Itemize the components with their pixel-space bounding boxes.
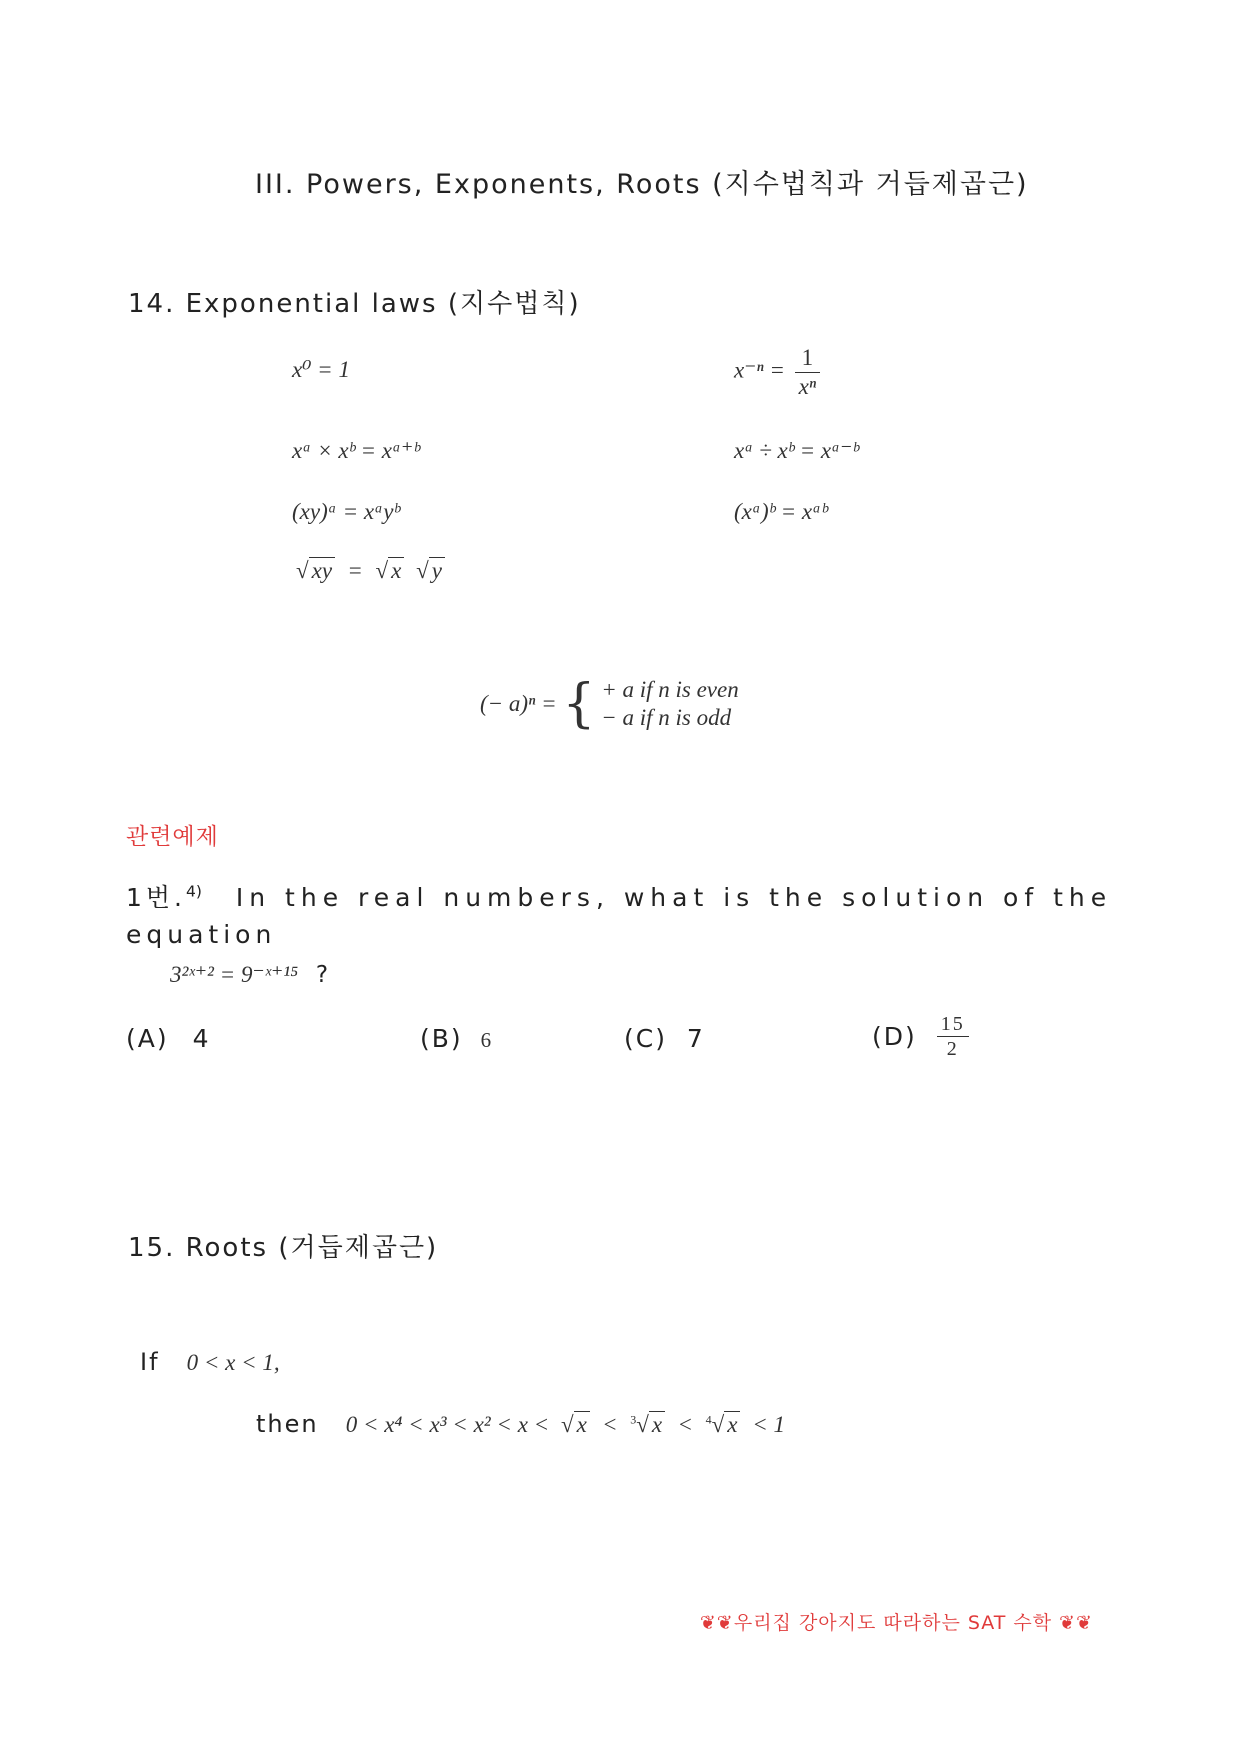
- square-root-x: √ x: [561, 1412, 590, 1438]
- choice-value: 4: [192, 1024, 211, 1053]
- footer-slogan: ❦❦우리집 강아지도 따라하는 SAT 수학 ❦❦: [700, 1612, 1094, 1634]
- root-inequality-chain: [346, 1412, 785, 1437]
- left-brace: {: [562, 674, 596, 734]
- negative-base-lhs: (− a)ⁿ =: [480, 691, 557, 716]
- page-title: III. Powers, Exponents, Roots (지수법칙과 거듭제곱근): [255, 169, 1029, 200]
- radical-x: √ x: [376, 558, 405, 584]
- question-mark: ?: [315, 962, 331, 988]
- chain-end: < 1: [752, 1412, 785, 1437]
- radical-y: √ y: [416, 558, 445, 584]
- roots-if-line: [140, 1348, 280, 1376]
- case-even: + a if n is even: [601, 677, 739, 702]
- choice-label: (A): [126, 1024, 169, 1053]
- if-word: If: [140, 1348, 160, 1376]
- choice-d[interactable]: [872, 1012, 973, 1061]
- question-line-2: equation: [126, 920, 277, 949]
- fraction-numerator: 1: [795, 344, 820, 373]
- radical-xy: √ xy: [296, 558, 335, 584]
- choice-c[interactable]: [624, 1024, 705, 1053]
- radicand: x: [649, 1411, 665, 1437]
- fraction-denominator: xⁿ: [798, 373, 817, 399]
- equals-sign: =: [348, 558, 362, 583]
- radicand: x: [574, 1411, 590, 1437]
- section-15-heading: 15. Roots (거듭제곱근): [128, 1233, 439, 1263]
- root-index: 3: [630, 1412, 637, 1427]
- choice-value-fraction: [937, 1012, 969, 1061]
- piecewise-cases: [601, 676, 739, 732]
- law-root-product: [296, 558, 445, 584]
- then-word: then: [256, 1410, 319, 1438]
- law-zero-exponent: x⁰ = 1: [292, 357, 350, 382]
- choice-value: 6: [480, 1028, 494, 1052]
- choice-label: (C): [624, 1024, 667, 1053]
- equation: 3²ˣ⁺² = 9⁻ˣ⁺¹⁵: [170, 962, 299, 987]
- question-number: 1번.: [126, 883, 187, 912]
- section-14-heading: 14. Exponential laws (지수법칙): [128, 289, 581, 319]
- law-negative-exponent: [734, 344, 824, 400]
- law-quotient: xᵃ ÷ xᵇ = xᵃ⁻ᵇ: [734, 438, 859, 463]
- less-than: <: [603, 1412, 617, 1437]
- footnote-marker: 4): [186, 882, 202, 901]
- radicand: x: [724, 1411, 740, 1437]
- choice-value: 7: [686, 1024, 705, 1053]
- question-equation: [170, 962, 330, 988]
- fourth-root-x: $^4$√ x: [706, 1412, 741, 1438]
- law-negative-fraction: [795, 344, 820, 400]
- if-condition: 0 < x < 1,: [186, 1350, 280, 1375]
- roots-then-line: [256, 1410, 785, 1438]
- law-product-power: (xy)ᵃ = xᵃyᵇ: [292, 499, 400, 524]
- related-examples-label: 관련예제: [126, 824, 219, 850]
- choice-b[interactable]: [420, 1024, 493, 1053]
- power-chain: 0 < x⁴ < x³ < x² < x <: [345, 1412, 550, 1437]
- cube-root-x: $^3$√ x: [630, 1412, 665, 1438]
- question-line-1: [126, 878, 1112, 914]
- law-negative-lhs: x⁻ⁿ =: [734, 357, 785, 383]
- case-odd: − a if n is odd: [601, 705, 732, 730]
- choice-label: (D): [872, 1022, 917, 1051]
- fraction-numerator: 15: [937, 1012, 969, 1037]
- root-index: 4: [705, 1412, 712, 1427]
- less-than: <: [678, 1412, 692, 1437]
- question-text: In the real numbers, what is the solution of the: [235, 883, 1113, 912]
- fraction-denominator: 2: [946, 1038, 959, 1060]
- choice-a[interactable]: [126, 1024, 210, 1053]
- radicand: xy: [309, 557, 335, 583]
- radicand: x: [388, 557, 404, 583]
- negative-base-power: [480, 676, 739, 732]
- law-power-of-power: (xᵃ)ᵇ = xᵃᵇ: [734, 499, 828, 524]
- law-product: xᵃ × xᵇ = xᵃ⁺ᵇ: [292, 438, 420, 463]
- radicand: y: [429, 557, 445, 583]
- choice-label: (B): [420, 1024, 463, 1053]
